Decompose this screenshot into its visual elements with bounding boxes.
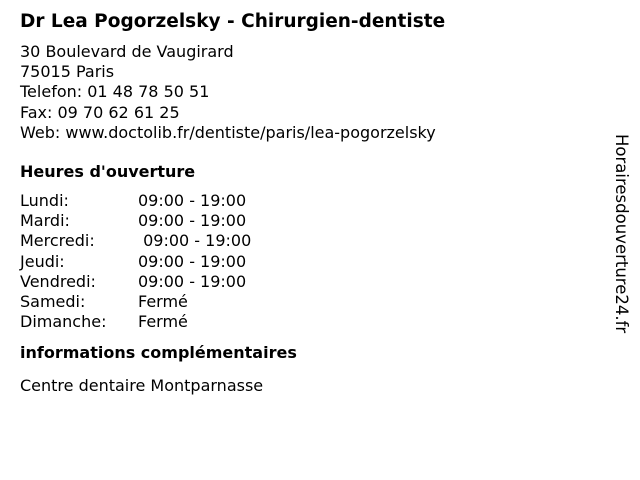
opening-hours-heading: Heures d'ouverture: [20, 162, 196, 182]
hours-row: [20, 272, 600, 292]
day-label: Mardi:: [20, 211, 70, 231]
hours-row: [20, 312, 600, 332]
day-label: Mercredi:: [20, 231, 95, 251]
practice-card: [20, 10, 600, 396]
time-value: Fermé: [138, 292, 188, 312]
hours-row: [20, 191, 600, 211]
fax-number: Fax: 09 70 62 61 25: [20, 102, 180, 122]
website-link: Web: www.doctolib.fr/dentiste/paris/lea-pogorzelsky: [20, 122, 436, 142]
day-label: Vendredi:: [20, 271, 96, 291]
time-value: 09:00 - 19:00: [138, 251, 247, 271]
hours-row: [20, 211, 600, 231]
time-value: 09:00 - 19:00: [138, 271, 247, 291]
time-value: 09:00 - 19:00: [138, 191, 247, 211]
hours-row: [20, 231, 600, 251]
additional-info-heading: informations complémentaires: [20, 343, 297, 363]
street-address: 30 Boulevard de Vaugirard: [20, 42, 234, 61]
day-label: Lundi:: [20, 191, 69, 211]
site-watermark: Horairesdouverture24.fr: [612, 134, 631, 334]
time-value: 09:00 - 19:00: [138, 231, 252, 251]
day-label: Dimanche:: [20, 312, 107, 332]
page-title: Dr Lea Pogorzelsky - Chirurgien-dentiste: [20, 11, 446, 32]
hours-row: [20, 252, 600, 272]
hours-row: [20, 292, 600, 312]
phone-number: Telefon: 01 48 78 50 51: [20, 82, 210, 102]
time-value: Fermé: [138, 312, 188, 332]
city-postcode: 75015 Paris: [20, 62, 115, 82]
address-block: [20, 42, 600, 143]
day-label: Jeudi:: [20, 251, 65, 271]
opening-hours-table: [20, 191, 600, 332]
additional-info-text: Centre dentaire Montparnasse: [20, 376, 264, 396]
time-value: 09:00 - 19:00: [138, 211, 247, 231]
day-label: Samedi:: [20, 292, 86, 312]
